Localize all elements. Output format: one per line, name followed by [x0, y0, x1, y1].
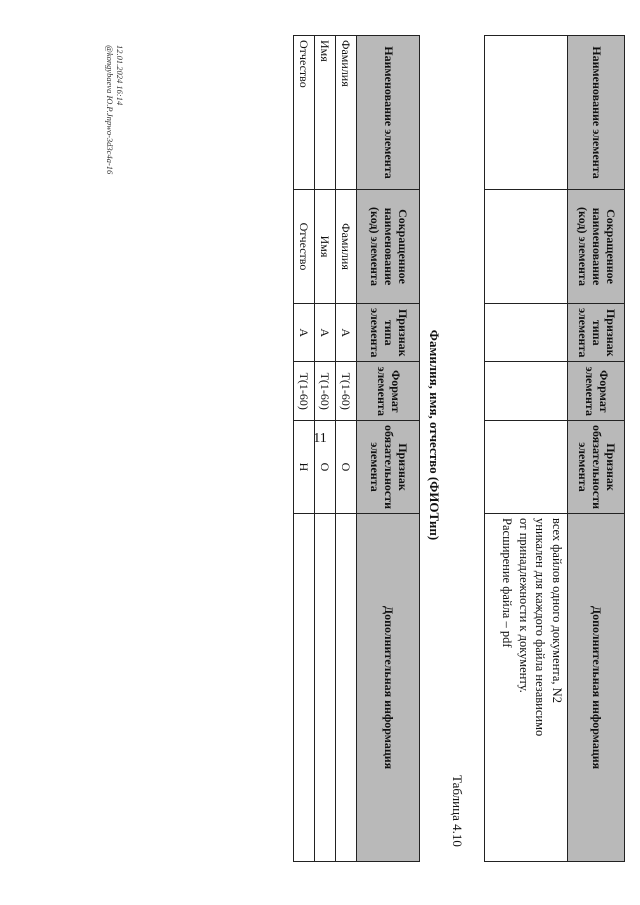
cell-name: Отчество	[294, 36, 315, 190]
cell-format: T(1-60)	[336, 362, 357, 420]
table-row	[315, 36, 336, 862]
cell-code: Фамилия	[336, 190, 357, 304]
table-row	[294, 36, 315, 862]
cell-code	[485, 190, 568, 304]
header-element-name: Наименование элемента	[357, 36, 420, 190]
cell-name	[485, 36, 568, 190]
info-line: всех файлов одного документа, N2	[550, 518, 564, 703]
info-line: от принадлежности к документу.	[517, 518, 531, 693]
header-element-format: Формат элемента	[568, 362, 625, 420]
lower-table	[293, 35, 420, 862]
footer-stamp	[105, 45, 125, 174]
header-element-code: Сокращенное наименование (код) элемента	[568, 190, 625, 304]
cell-additional-info	[485, 514, 568, 862]
header-element-type: Признак типа элемента	[357, 304, 420, 362]
cell-required: О	[336, 420, 357, 513]
cell-type: А	[336, 304, 357, 362]
header-element-format: Формат элемента	[357, 362, 420, 420]
header-element-name: Наименование элемента	[568, 36, 625, 190]
footer-timestamp: 12.01.2024 16:14	[115, 45, 125, 106]
header-element-required: Признак обязательности элемента	[357, 420, 420, 513]
cell-additional-info	[336, 514, 357, 862]
header-additional-info: Дополнительная информация	[357, 514, 420, 862]
cell-additional-info	[315, 514, 336, 862]
cell-required	[485, 420, 568, 513]
table-label: Таблица 4.10	[450, 775, 465, 847]
info-line: Расширение файла – pdf	[500, 518, 515, 648]
cell-name: Фамилия	[336, 36, 357, 190]
cell-type	[485, 304, 568, 362]
cell-required: О	[315, 420, 336, 513]
table-row	[485, 36, 568, 862]
upper-table-header-row	[568, 36, 625, 862]
table-caption: Фамилия, имя, отчество (ФИОТип)	[427, 329, 442, 541]
table-row	[336, 36, 357, 862]
cell-code: Отчество	[294, 190, 315, 304]
header-element-code: Сокращенное наименование (код) элемента	[357, 190, 420, 304]
page-number: 11	[313, 431, 327, 446]
cell-name: Имя	[315, 36, 336, 190]
cell-type: А	[315, 304, 336, 362]
header-element-required: Признак обязательности элемента	[568, 420, 625, 513]
header-additional-info: Дополнительная информация	[568, 514, 625, 862]
info-line: уникален для каждого файла независимо	[533, 518, 548, 737]
header-element-type: Признак типа элемента	[568, 304, 625, 362]
lower-table-header-row	[357, 36, 420, 862]
cell-format: T(1-60)	[294, 362, 315, 420]
cell-code: Имя	[315, 190, 336, 304]
footer-signature: @kongybaeva Ю.Р.Jnpwo-3d3c4a-16	[104, 45, 115, 175]
cell-additional-info	[294, 514, 315, 862]
cell-required: Н	[294, 420, 315, 513]
cell-format	[485, 362, 568, 420]
cell-format: T(1-60)	[315, 362, 336, 420]
rotated-content	[95, 35, 625, 875]
upper-table	[484, 35, 625, 862]
cell-type: А	[294, 304, 315, 362]
